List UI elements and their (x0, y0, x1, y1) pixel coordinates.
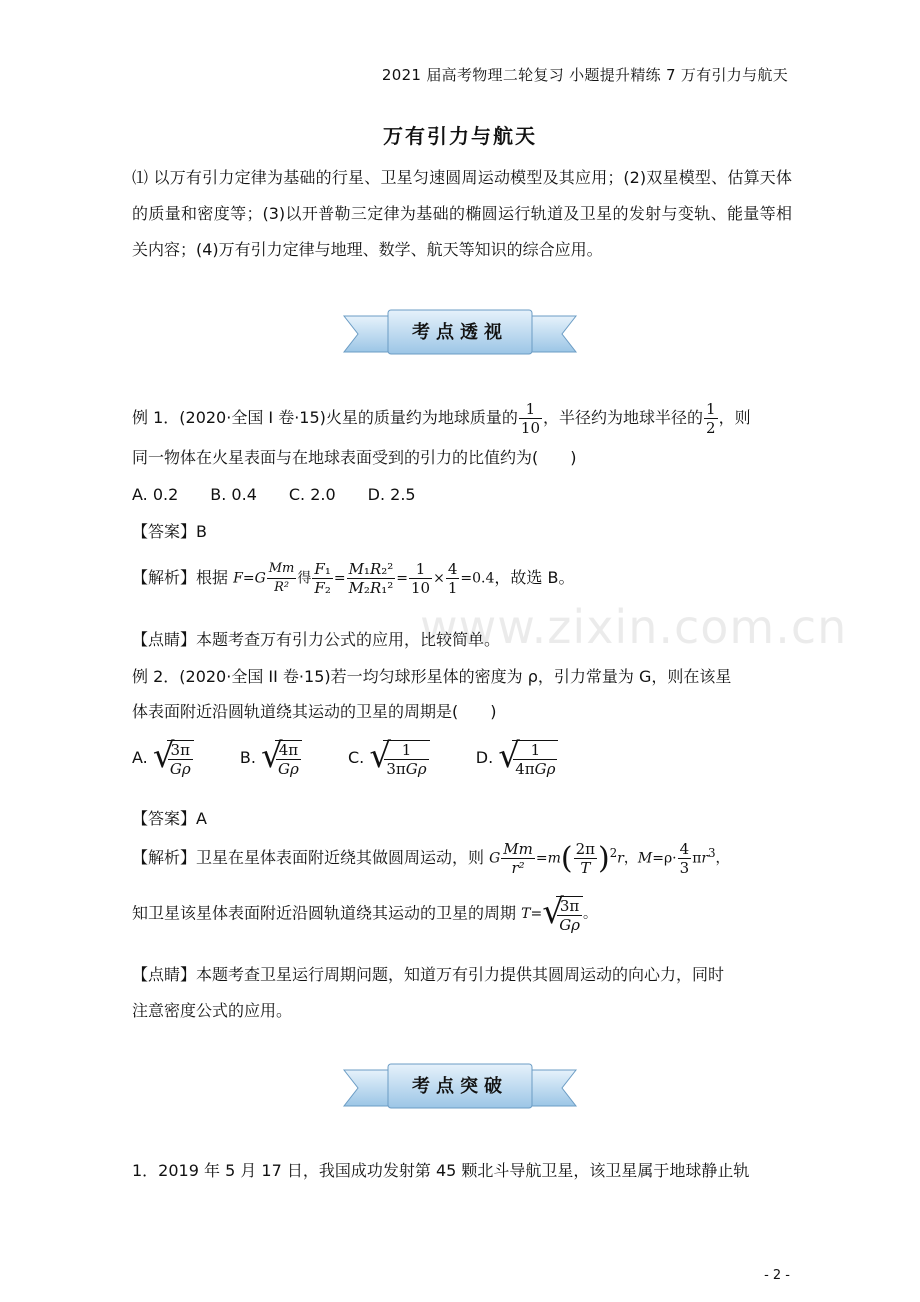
example-2-analysis (132, 840, 730, 877)
banner-label: 考点突破 (412, 1076, 508, 1097)
formula-gravitation: F=G $\frac{Mm}{\text{R²}}$ 得 $\frac{\text{F₁}}{\text{F₂}}$ = $\frac{\text{M₁R₂²}}{\text{M₂R₁²}}$ = $\frac{1}{10}$ × $\frac{4}{1}$ =0.4 (233, 560, 495, 597)
fraction-num: 1 (519, 400, 542, 419)
example-2-analysis-2 (132, 894, 597, 934)
example-1-options: A. 0.2 B. 0.4 C. 2.0 D. 2.5 (132, 485, 416, 504)
example-1-line-1 (132, 400, 751, 437)
fraction-num: 1 (706, 400, 716, 418)
section-banner-kaodian-toushi (342, 304, 578, 364)
page-title: 万有引力与航天 (383, 124, 537, 148)
banner-label: 考点透视 (412, 322, 508, 343)
section-banner-kaodian-tupo (342, 1058, 578, 1118)
text: ，半径约为地球半径的 (543, 408, 704, 427)
option-a: A. √ $\frac{3\pi}{G\rho}$ (132, 748, 199, 767)
watermark: www.zixin.com.cn (420, 600, 848, 654)
example-2-line-1: 例 2．(2020·全国 II 卷·15)若一均匀球形星体的密度为 ρ，引力常量为 G，则在该星 (132, 667, 732, 686)
example-2-comment-2: 注意密度公式的应用。 (132, 1001, 293, 1020)
page-number: - 2 - (764, 1268, 790, 1283)
example-1-analysis (132, 560, 574, 597)
option-c: C. √ $\frac{1}{\text{3πGρ}}$ (348, 748, 435, 767)
option-d: D. √ $\frac{1}{\text{4πGρ}}$ (476, 748, 559, 767)
example-1-line-2: 同一物体在火星表面与在地球表面受到的引力的比值约为( ) (132, 448, 577, 467)
text: ，故选 B。 (494, 568, 575, 587)
text: 知卫星该星体表面附近沿圆轨道绕其运动的卫星的周期 (132, 903, 517, 923)
fraction (519, 400, 542, 437)
question-1: 1．2019 年 5 月 17 日，我国成功发射第 45 颗北斗导航卫星，该卫星属于地球静止轨 (132, 1161, 750, 1180)
formula-orbit: G $\frac{Mm}{\text{r²}}$ =m( $\frac{2\pi}{T}$ )$^2$r，M=ρ· $\frac{4}{3}$ $\pi r^3$， (489, 840, 730, 877)
page-header: 2021 届高考物理二轮复习 小题提升精练 7 万有引力与航天 (381, 66, 788, 84)
fraction-den: 10 (520, 419, 540, 437)
formula-period: T= √ $\frac{3\pi}{G\rho}$ 。 (521, 892, 597, 934)
intro-paragraph: ⑴ 以万有引力定律为基础的行星、卫星匀速圆周运动模型及其应用；(2)双星模型、估算天体的质量和密度等；(3)以开普勒三定律为基础的椭圆运行轨道及卫星的发射与变轨、能量等相关内容；(4)万有引力定律与地理、数学、航天等知识的综合应用。 (132, 168, 792, 259)
text: 【解析】卫星在星体表面附近绕其做圆周运动，则 (132, 848, 485, 867)
fraction-den: 2 (706, 419, 716, 437)
option-b: B. √ $\frac{4\pi}{G\rho}$ (240, 748, 307, 767)
text: ，则 (718, 408, 751, 427)
fraction (704, 400, 718, 437)
example-1-comment: 【点睛】本题考查万有引力公式的应用，比较简单。 (132, 630, 501, 649)
example-2-options (132, 738, 558, 778)
example-2-answer: 【答案】A (132, 809, 207, 828)
example-1-answer: 【答案】B (132, 522, 207, 541)
example-2-comment-1: 【点睛】本题考查卫星运行周期问题，知道万有引力提供其圆周运动的向心力，同时 (132, 965, 725, 984)
text: 例 1．(2020·全国 I 卷·15)火星的质量约为地球质量的 (132, 408, 518, 427)
text: 【解析】根据 (132, 568, 229, 587)
example-2-line-2: 体表面附近沿圆轨道绕其运动的卫星的周期是( ) (132, 702, 497, 721)
